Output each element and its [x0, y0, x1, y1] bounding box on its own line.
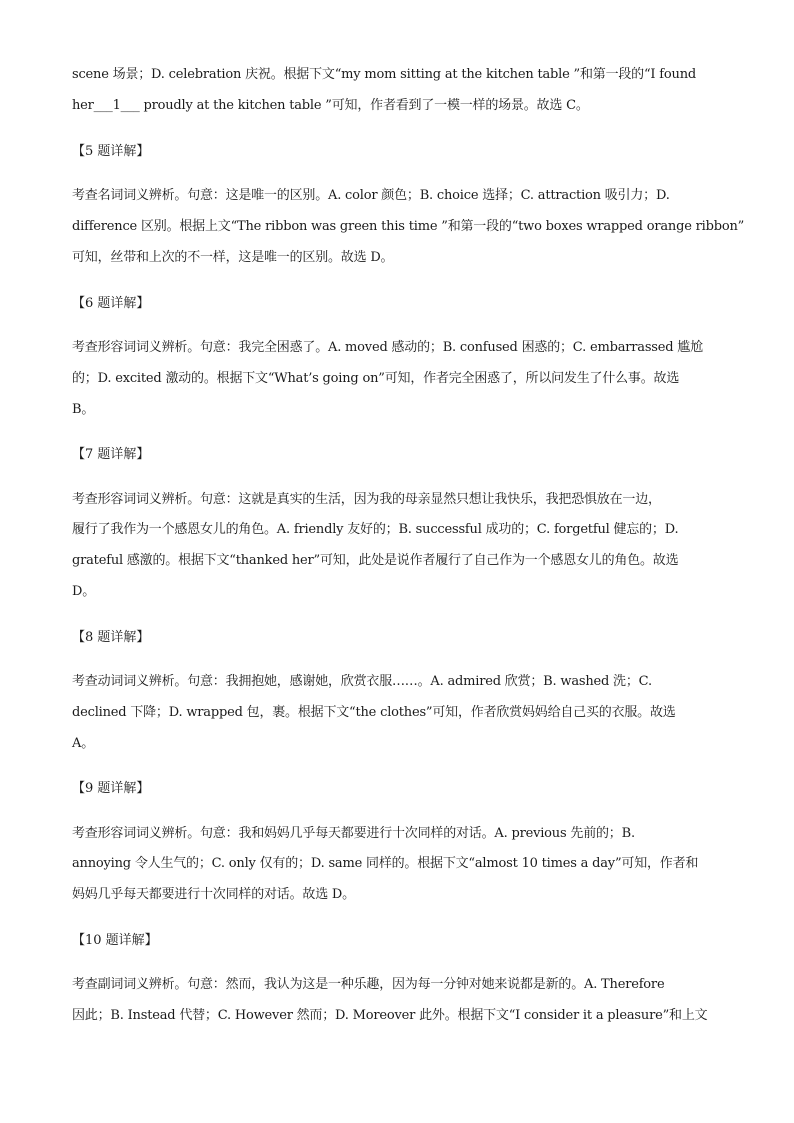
section-9-line-2: annoying 令人生气的；C. only 仅有的；D. same 同样的。根据下文“almost 10 times a day”可知，作者和: [72, 856, 699, 871]
section-5-line-3: 可知，丝带和上次的不一样，这是唯一的区别。故选 D。: [72, 250, 394, 265]
intro-line-2: her___1___ proudly at the kitchen table ”可知，作者看到了一模一样的场景。故选 C。: [72, 98, 589, 113]
intro-line-1: scene 场景；D. celebration 庆祝。根据下文“my mom sitting at the kitchen table ”和第一段的“I found: [72, 67, 697, 82]
section-7-heading: 【7 题详解】: [72, 447, 150, 462]
section-9-line-1: 考查形容词词义辨析。句意：我和妈妈几乎每天都要进行十次同样的对话。A. previous 先前的；B.: [72, 826, 635, 841]
section-5-line-1: 考查名词词义辨析。句意：这是唯一的区别。A. color 颜色；B. choice 选择；C. attraction 吸引力；D.: [72, 188, 670, 203]
section-5-heading: 【5 题详解】: [72, 144, 150, 159]
section-9-heading: 【9 题详解】: [72, 781, 150, 796]
section-5-line-2: difference 区别。根据上文“The ribbon was green this time ”和第一段的“two boxes wrapped orange ribbon”: [72, 219, 745, 234]
section-8-line-1: 考查动词词义辨析。句意：我拥抱她，感谢她，欣赏衣服……。A. admired 欣赏；B. washed 洗；C.: [72, 674, 652, 689]
section-8-line-2: declined 下降；D. wrapped 包，裹。根据下文“the clothes”可知，作者欣赏妈妈给自己买的衣服。故选: [72, 705, 676, 720]
section-9-line-3: 妈妈几乎每天都要进行十次同样的对话。故选 D。: [72, 887, 355, 902]
section-7-line-3: grateful 感激的。根据下文“thanked her”可知，此处是说作者履行了自己作为一个感恩女儿的角色。故选: [72, 553, 679, 568]
section-6-line-2: 的；D. excited 激动的。根据下文“What’s going on”可知，作者完全困惑了，所以问发生了什么事。故选: [72, 371, 680, 386]
section-6-line-1: 考查形容词词义辨析。句意：我完全困惑了。A. moved 感动的；B. confused 困惑的；C. embarrassed 尴尬: [72, 340, 703, 355]
section-6-heading: 【6 题详解】: [72, 296, 150, 311]
section-10-heading: 【10 题详解】: [72, 933, 158, 948]
section-7-line-2: 履行了我作为一个感恩女儿的角色。A. friendly 友好的；B. successful 成功的；C. forgetful 健忘的；D.: [72, 522, 679, 537]
section-10-line-1: 考查副词词义辨析。句意：然而，我认为这是一种乐趣，因为每一分钟对她来说都是新的。A. Therefore: [72, 977, 665, 992]
section-6-line-3: B。: [72, 402, 95, 417]
section-10-line-2: 因此；B. Instead 代替；C. However 然而；D. Moreover 此外。根据下文“I consider it a pleasure”和上文: [72, 1008, 708, 1023]
section-7-line-1: 考查形容词词义辨析。句意：这就是真实的生活，因为我的母亲显然只想让我快乐，我把恐惧放在一边，: [72, 492, 661, 507]
section-8-line-3: A。: [72, 736, 94, 751]
section-8-heading: 【8 题详解】: [72, 630, 150, 645]
section-7-line-4: D。: [72, 584, 96, 599]
